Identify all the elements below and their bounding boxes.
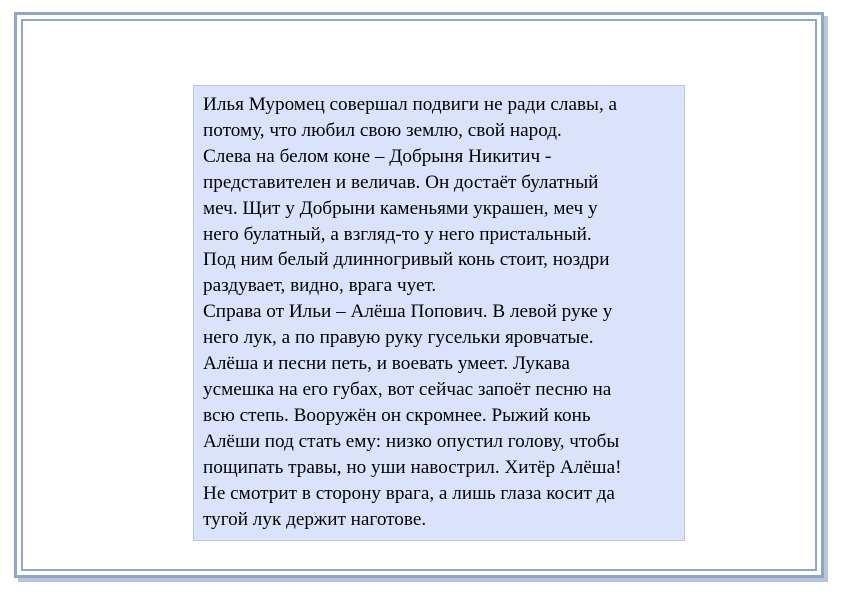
- paragraph-dobrynya: Слева на белом коне – Добрыня Никитич - представителен и величав. Он достаёт булатный меч. Щит у Добрыни каменьями украшен, меч у него булатный, а взгляд-то у него пристальный. Под ним белый длинногривый конь стоит, ноздри раздувает, видно, врага чует.: [203, 145, 610, 297]
- frame-shadow-bottom: [18, 578, 828, 582]
- paragraph-alesha: Справа от Ильи – Алёша Попович. В левой руке у него лук, а по правую руку гусельки яровчатые. Алёша и песни петь, и воевать умеет. Лукава усмешка на его губах, вот сейчас запоёт песню на всю степь. Вооружён он скромнее. Рыжий конь Алёши под стать ему: низко опустил голову, чтобы пощипать травы, но уши навострил. Хитёр Алёша! Не смотрит в сторону врага, а лишь глаза косит да тугой лук держит наготове.: [203, 301, 622, 530]
- text-box: [193, 85, 685, 541]
- frame-shadow-right: [824, 16, 828, 582]
- paragraph-ilya: Илья Муромец совершал подвиги не ради славы, а потому, что любил свою землю, свой народ.: [203, 94, 618, 141]
